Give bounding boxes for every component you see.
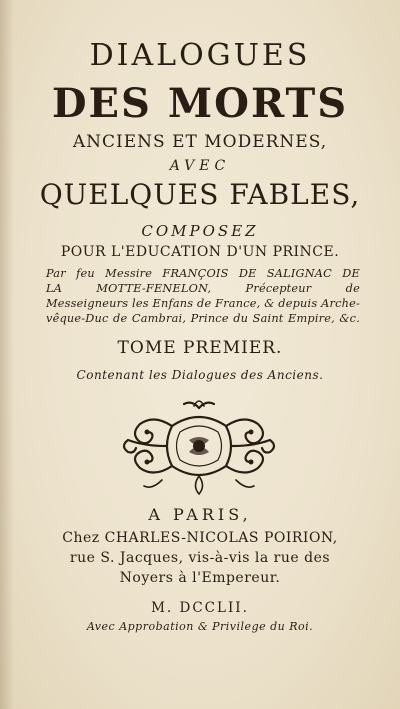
volume-contents: Contenant les Dialogues des Anciens. bbox=[76, 368, 324, 382]
volume-title: TOME PREMIER. bbox=[117, 338, 283, 358]
ornament-icon bbox=[114, 396, 284, 496]
author-line-3: Messeigneurs les Enfans de France, & depuis Arche- bbox=[46, 297, 360, 310]
imprint-place: A PARIS, bbox=[148, 505, 252, 524]
imprint-publisher-1: Chez CHARLES-NICOLAS POIRION, bbox=[62, 530, 338, 546]
subtitle-composez: COMPOSEZ bbox=[141, 222, 259, 240]
author-line-4: vêque-Duc de Cambrai, Prince du Saint Empire, &c. bbox=[46, 312, 360, 325]
title-line-des-morts: DES MORTS bbox=[51, 80, 349, 127]
author-line-2: LA MOTTE-FENELON, Précepteur de bbox=[46, 282, 360, 295]
title-line-dialogues: DIALOGUES bbox=[89, 38, 311, 73]
subtitle-education: POUR L'EDUCATION D'UN PRINCE. bbox=[60, 244, 340, 260]
imprint-year: M. DCCLII. bbox=[151, 600, 249, 616]
author-line-1: Par feu Messire FRANÇOIS DE SALIGNAC DE bbox=[46, 267, 360, 280]
imprint-privilege: Avec Approbation & Privilege du Roi. bbox=[86, 620, 314, 633]
subtitle-avec: AVEC bbox=[169, 158, 231, 174]
subtitle-quelques-fables: QUELQUES FABLES, bbox=[39, 178, 361, 211]
imprint-publisher-3: Noyers à l'Empereur. bbox=[119, 570, 281, 586]
imprint-publisher-2: rue S. Jacques, vis-à-vis la rue des bbox=[69, 550, 331, 566]
subtitle-anciens-modernes: ANCIENS ET MODERNES, bbox=[72, 132, 328, 152]
